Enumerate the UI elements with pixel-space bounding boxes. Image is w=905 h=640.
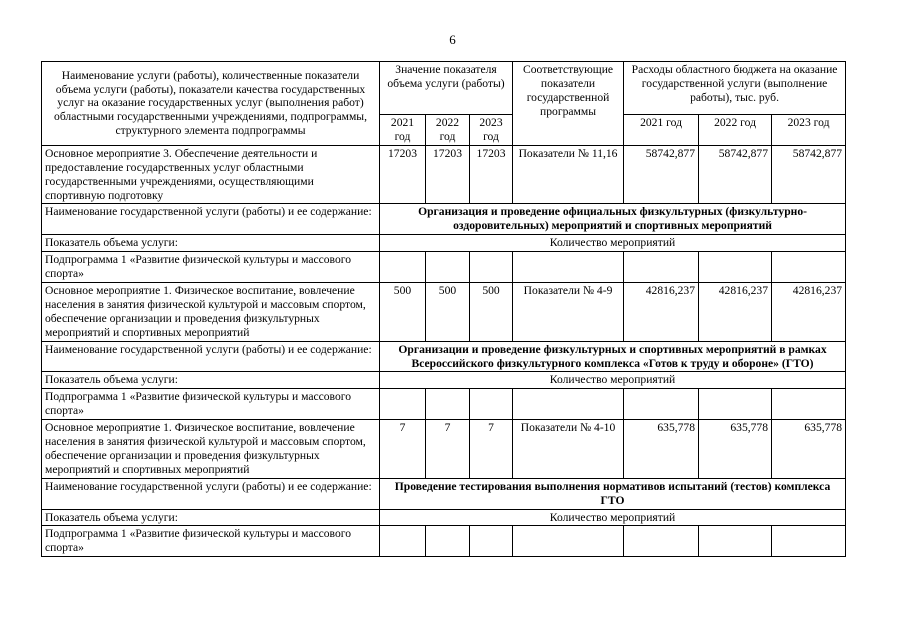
value-2022: 17203	[426, 145, 470, 204]
value-2021: 7	[380, 420, 426, 479]
table-row	[42, 145, 846, 204]
header-year-value-2021: 2021 год	[380, 115, 426, 146]
expense-2023: 42816,237	[772, 282, 846, 341]
expense-2021: 635,778	[624, 420, 699, 479]
header-year-expense-2022: 2022 год	[699, 115, 772, 146]
program-indicators: Показатели № 4-9	[513, 282, 624, 341]
empty-cell	[772, 252, 846, 283]
empty-cell	[772, 389, 846, 420]
empty-cell	[513, 252, 624, 283]
expense-2023: 635,778	[772, 420, 846, 479]
empty-cell	[699, 389, 772, 420]
table-row	[42, 372, 846, 389]
budget-table	[41, 61, 846, 557]
empty-cell	[426, 526, 470, 557]
service-name-label: Наименование государственной услуги (работы) и ее содержание:	[42, 341, 380, 372]
empty-cell	[470, 526, 513, 557]
table-row	[42, 235, 846, 252]
service-name-label: Наименование государственной услуги (работы) и ее содержание:	[42, 478, 380, 509]
expense-2022: 58742,877	[699, 145, 772, 204]
value-2022: 500	[426, 282, 470, 341]
subprogram-name: Подпрограмма 1 «Развитие физической культуры и массового спорта»	[42, 526, 380, 557]
page-number: 6	[449, 32, 456, 47]
empty-cell	[380, 526, 426, 557]
table-row	[42, 526, 846, 557]
empty-cell	[380, 389, 426, 420]
expense-2021: 42816,237	[624, 282, 699, 341]
empty-cell	[624, 526, 699, 557]
value-2023: 17203	[470, 145, 513, 204]
service-name-value: Проведение тестирования выполнения нормативов испытаний (тестов) комплекса ГТО	[380, 478, 846, 509]
header-year-value-2023: 2023 год	[470, 115, 513, 146]
empty-cell	[380, 252, 426, 283]
empty-cell	[513, 389, 624, 420]
empty-cell	[426, 389, 470, 420]
header-name-column: Наименование услуги (работы), количественные показатели объема услуги (работы), показатели качества государственных услуг на оказание государственных услуг (выполнения работ) областными государственными учреждениями, подпрограммы, структурного элемента подпрограммы	[42, 62, 380, 146]
empty-cell	[624, 389, 699, 420]
empty-cell	[699, 526, 772, 557]
header-year-value-2022: 2022 год	[426, 115, 470, 146]
header-year-expense-2023: 2023 год	[772, 115, 846, 146]
header-value-group: Значение показателя объема услуги (работы)	[380, 62, 513, 115]
table-row	[42, 509, 846, 526]
service-name-value: Организация и проведение официальных физкультурных (физкультурно-оздоровительных) мероприятий и спортивных мероприятий	[380, 204, 846, 235]
empty-cell	[426, 252, 470, 283]
row-name: Основное мероприятие 3. Обеспечение деятельности и предоставление государственных услуг областными государственными учреждениями, осуществляющими спортивную подготовку	[42, 145, 380, 204]
header-expenses-group: Расходы областного бюджета на оказание государственной услуги (выполнение работы), тыс. руб.	[624, 62, 846, 115]
service-name-value: Организации и проведение физкультурных и спортивных мероприятий в рамках Всероссийского физкультурного комплекса «Готов к труду и обороне» (ГТО)	[380, 341, 846, 372]
table-row	[42, 341, 846, 372]
value-2022: 7	[426, 420, 470, 479]
row-name: Основное мероприятие 1. Физическое воспитание, вовлечение населения в занятия физической культурой и массовым спортом, обеспечение организации и проведения физкультурных мероприятий и спортивных мероприятий	[42, 420, 380, 479]
empty-cell	[624, 252, 699, 283]
row-name: Основное мероприятие 1. Физическое воспитание, вовлечение населения в занятия физической культурой и массовым спортом, обеспечение организации и проведения физкультурных мероприятий и спортивных мероприятий	[42, 282, 380, 341]
header-program-column: Соответствующие показатели государственной программы	[513, 62, 624, 146]
empty-cell	[699, 252, 772, 283]
subprogram-name: Подпрограмма 1 «Развитие физической культуры и массового спорта»	[42, 252, 380, 283]
value-2021: 500	[380, 282, 426, 341]
program-indicators: Показатели № 4-10	[513, 420, 624, 479]
expense-2023: 58742,877	[772, 145, 846, 204]
empty-cell	[470, 252, 513, 283]
value-2023: 7	[470, 420, 513, 479]
empty-cell	[470, 389, 513, 420]
table-row	[42, 478, 846, 509]
program-indicators: Показатели № 11,16	[513, 145, 624, 204]
volume-indicator-value: Количество мероприятий	[380, 372, 846, 389]
expense-2022: 635,778	[699, 420, 772, 479]
service-name-label: Наименование государственной услуги (работы) и ее содержание:	[42, 204, 380, 235]
volume-indicator-value: Количество мероприятий	[380, 509, 846, 526]
expense-2021: 58742,877	[624, 145, 699, 204]
header-row-1	[42, 62, 846, 115]
value-2021: 17203	[380, 145, 426, 204]
subprogram-name: Подпрограмма 1 «Развитие физической культуры и массового спорта»	[42, 389, 380, 420]
table-row	[42, 420, 846, 479]
value-2023: 500	[470, 282, 513, 341]
empty-cell	[772, 526, 846, 557]
table-row	[42, 204, 846, 235]
expense-2022: 42816,237	[699, 282, 772, 341]
table-row	[42, 389, 846, 420]
volume-indicator-label: Показатель объема услуги:	[42, 509, 380, 526]
table-row	[42, 282, 846, 341]
volume-indicator-value: Количество мероприятий	[380, 235, 846, 252]
table-row	[42, 252, 846, 283]
header-year-expense-2021: 2021 год	[624, 115, 699, 146]
volume-indicator-label: Показатель объема услуги:	[42, 235, 380, 252]
volume-indicator-label: Показатель объема услуги:	[42, 372, 380, 389]
empty-cell	[513, 526, 624, 557]
